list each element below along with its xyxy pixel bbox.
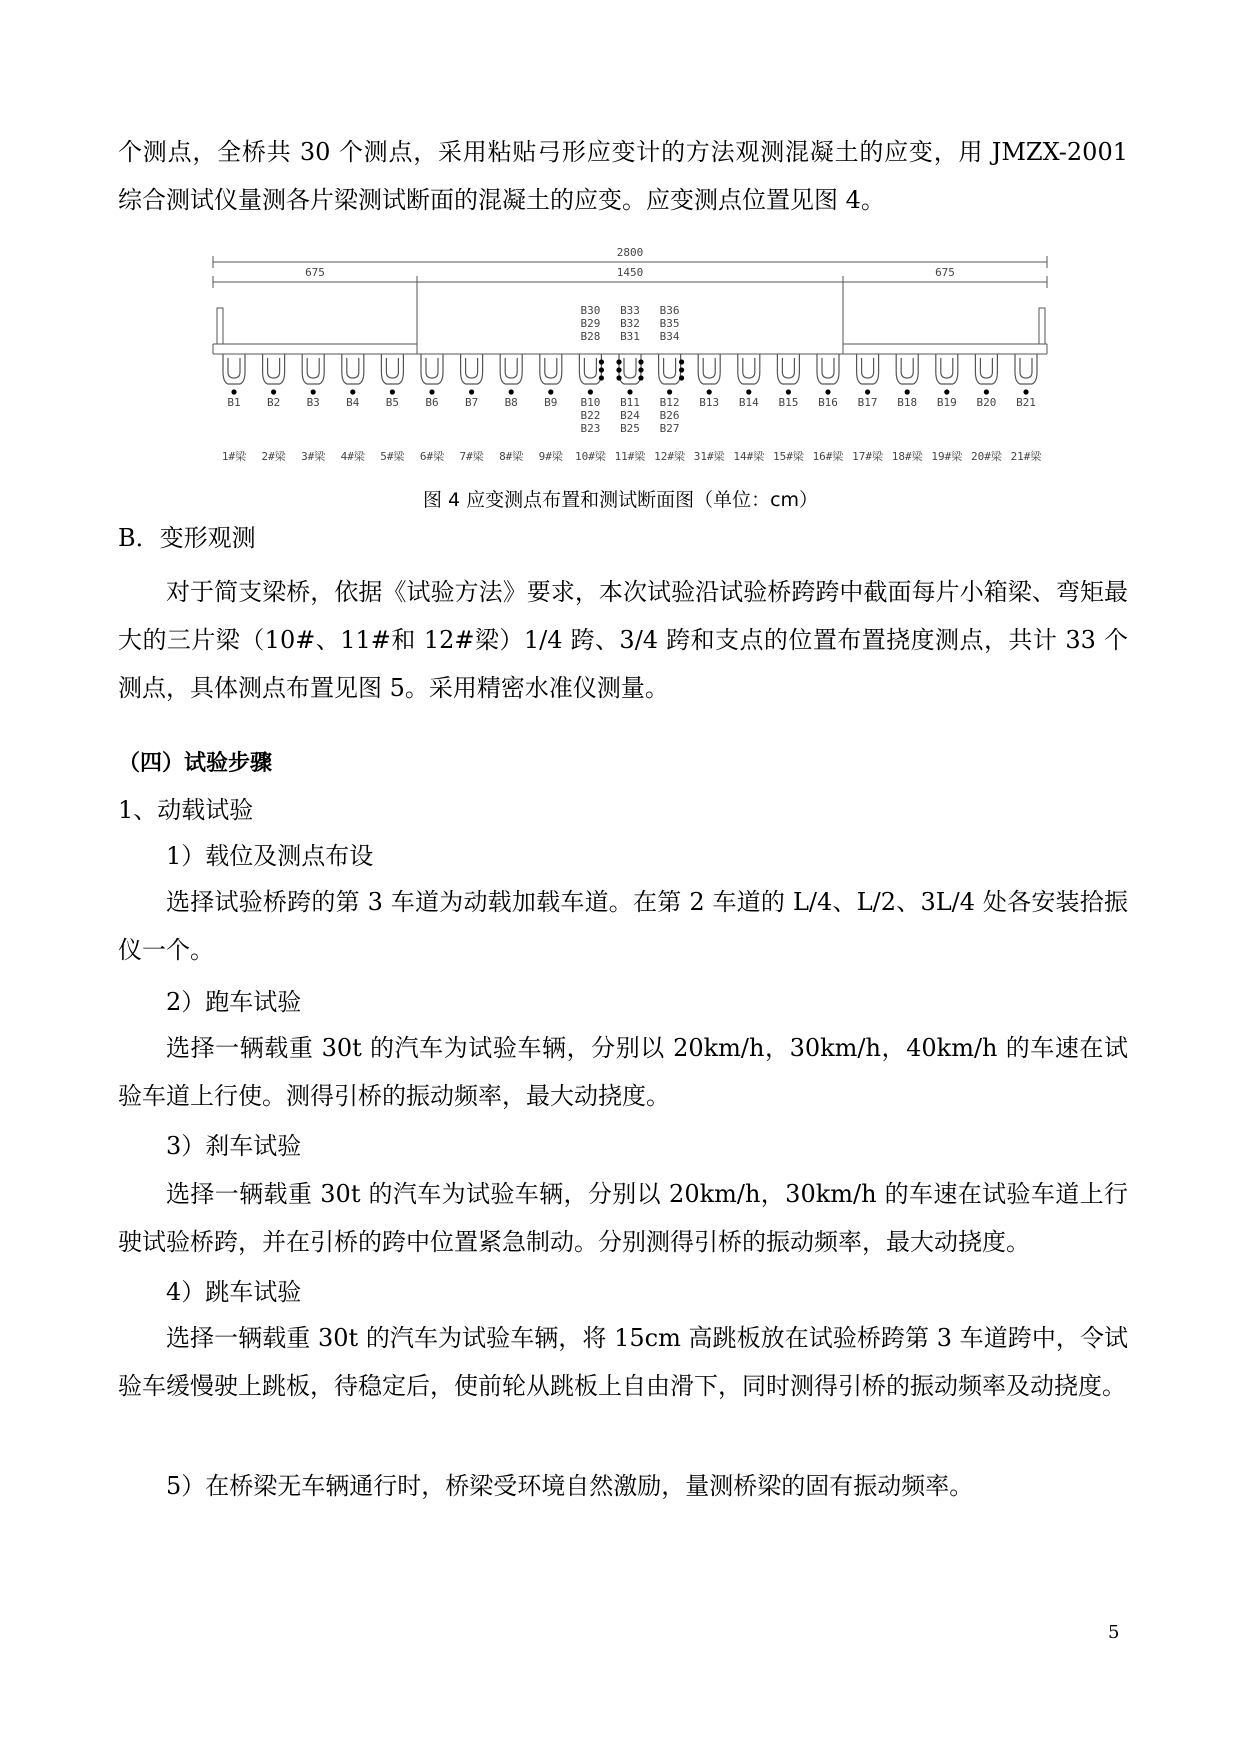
beam-label: B3 [306,396,320,409]
box-girder [698,354,720,384]
box-girder [777,354,799,384]
box-girder [738,354,760,384]
paragraph-running-test: 选择一辆载重 30t 的汽车为试验车辆，分别以 20km/h，30km/h，40km/h 的车速在试验车道上行使。测得引桥的振动频率，最大动挠度。 [118,1034,1128,1110]
strain-point [786,389,791,394]
girder-label: 12#梁 [654,450,686,463]
girder-label: 20#梁 [970,450,1002,463]
strain-point [746,389,751,394]
strain-point [231,389,236,394]
strain-section-figure [205,244,1075,466]
box-girder [659,354,681,384]
girder-label: 5#梁 [380,450,405,463]
sub-item-2: 2）跑车试验 [166,988,302,1016]
beam-label: B14 [738,396,759,409]
strain-point [984,389,989,394]
beam-label: B9 [544,396,558,409]
strain-point [616,359,621,364]
girder-label: 31#梁 [693,450,725,463]
box-girder [500,354,522,384]
strain-point [311,389,316,394]
box-girder [896,354,918,384]
beam-label: B6 [425,396,439,409]
paragraph-load-position: 选择试验桥跨的第 3 车道为动载加载车道。在第 2 车道的 L/4、L/2、3L/4 处各安装拾振仪一个。 [118,888,1128,964]
paragraph-jump-test: 选择一辆载重 30t 的汽车为试验车辆，将 15cm 高跳板放在试验桥跨第 3 车道跨中，令试验车缓慢驶上跳板，待稳定后，使前轮从跳板上自由滑下，同时测得引桥的振动频率及动挠度。 [118,1324,1128,1400]
box-girder [817,354,839,384]
strain-point [679,375,684,380]
beam-label: B15 [778,396,799,409]
beam-label: B7 [464,396,479,409]
top-point-label: B32 [620,317,640,330]
strain-point [679,367,684,372]
strain-point [390,389,395,394]
strain-point [638,359,643,364]
box-girder [540,354,562,384]
strain-point [429,389,434,394]
strain-point [944,389,949,394]
dim-left: 675 [305,266,325,279]
page-number: 5 [1108,1622,1120,1643]
strain-point [1023,389,1028,394]
item-dynamic-test: 1、动载试验 [118,796,254,824]
section-heading-4: （四）试验步骤 [118,751,273,776]
box-girder [975,354,997,384]
section-b-title: B．变形观测 [118,524,256,552]
box-girder [579,354,601,384]
top-point-label: B30 [580,304,601,317]
dim-right: 675 [935,266,955,279]
girder-label: 17#梁 [852,450,884,463]
strain-point [638,375,643,380]
beam-label: B8 [504,396,518,409]
girder-label: 14#梁 [733,450,765,463]
girder-label: 8#梁 [499,450,524,463]
strain-point [588,389,593,394]
girder-label: 10#梁 [574,450,606,463]
paragraph-strain-gauges: 个测点，全桥共 30 个测点，采用粘贴弓形应变计的方法观测混凝土的应变，用 JMZX-2001 综合测试仪量测各片梁测试断面的混凝土的应变。应变测点位置见图 4。 [118,138,1128,214]
box-girder [1015,354,1037,384]
sub-item-1: 1）载位及测点布设 [166,842,374,870]
box-girder [857,354,879,384]
girder-label: 1#梁 [221,450,247,463]
top-point-label: B33 [620,304,640,317]
box-girder [302,354,324,384]
strain-point [707,389,712,394]
strain-point [627,389,632,394]
girder-label: 19#梁 [931,450,963,463]
strain-point [825,389,830,394]
strain-point [638,367,643,372]
strain-point [271,389,276,394]
sub-point-label: B25 [620,422,640,435]
beam-label: B1 [227,396,241,409]
sub-point-label: B26 [659,409,680,422]
beam-label: B2 [266,396,281,409]
paragraph-braking-test: 选择一辆载重 30t 的汽车为试验车辆，分别以 20km/h，30km/h 的车速在试验车道上行驶试验桥跨，并在引桥的跨中位置紧急制动。分别测得引桥的振动频率，最大动挠度。 [118,1180,1128,1256]
girder-label: 4#梁 [340,450,365,463]
sub-point-label: B27 [659,422,680,435]
beam-label: B12 [659,396,680,409]
strain-point [667,389,672,394]
sub-point-label: B23 [580,422,601,435]
strain-point [599,367,604,372]
top-point-label: B29 [580,317,601,330]
beam-label: B11 [620,396,640,409]
strain-point [509,389,514,394]
girder-label: 2#梁 [261,450,286,463]
beam-label: B16 [818,396,838,409]
strain-point [865,389,870,394]
strain-point [905,389,910,394]
dim-middle: 1450 [616,266,644,279]
girder-label: 21#梁 [1010,450,1042,463]
box-girder [223,354,245,384]
beam-label: B21 [1016,396,1036,409]
sub-point-label: B22 [580,409,601,422]
beam-label: B4 [346,396,360,409]
box-girder [342,354,364,384]
figure-caption: 图 4 应变测点布置和测试断面图（单位：cm） [422,489,819,511]
box-girder [936,354,958,384]
beam-label: B13 [699,396,720,409]
girder-label: 16#梁 [812,450,844,463]
top-point-label: B28 [580,330,601,343]
box-girder [263,354,285,384]
sub-point-label: B24 [620,409,640,422]
girder-label: 9#梁 [538,450,563,463]
beam-label: B19 [936,396,957,409]
box-girder [381,354,403,384]
beam-label: B5 [385,396,400,409]
top-point-label: B36 [659,304,680,317]
box-girder [619,354,641,384]
girder-label: 15#梁 [772,450,804,463]
strain-point [599,359,604,364]
top-point-label: B31 [620,330,640,343]
top-point-label: B34 [659,330,680,343]
top-point-label: B35 [659,317,680,330]
strain-point [469,389,474,394]
strain-point [350,389,355,394]
beam-label: B18 [897,396,918,409]
strain-point [616,375,621,380]
beam-label: B20 [976,396,997,409]
girder-label: 18#梁 [891,450,923,463]
strain-point [548,389,553,394]
box-girder [421,354,443,384]
sub-item-5: 5）在桥梁无车辆通行时，桥梁受环境自然激励，量测桥梁的固有振动频率。 [166,1472,974,1500]
sub-item-4: 4）跳车试验 [166,1278,302,1306]
box-girder [461,354,483,384]
paragraph-deformation: 对于简支梁桥，依据《试验方法》要求，本次试验沿试验桥跨跨中截面每片小箱梁、弯矩最大的三片梁（10#、11#和 12#梁）1/4 跨、3/4 跨和支点的位置布置挠度测点，共计 33 个测点，具体测点布置见图 5。采用精密水准仪测量。 [118,578,1128,702]
girder-label: 7#梁 [459,450,484,463]
sub-item-3: 3）刹车试验 [166,1132,302,1160]
girder-label: 6#梁 [419,450,445,463]
dim-total: 2800 [616,246,644,259]
strain-point [679,359,684,364]
beam-label: B17 [857,396,878,409]
strain-point [599,375,604,380]
beam-label: B10 [580,396,601,409]
girder-label: 3#梁 [301,450,326,463]
strain-point [616,367,621,372]
girder-label: 11#梁 [614,450,646,463]
